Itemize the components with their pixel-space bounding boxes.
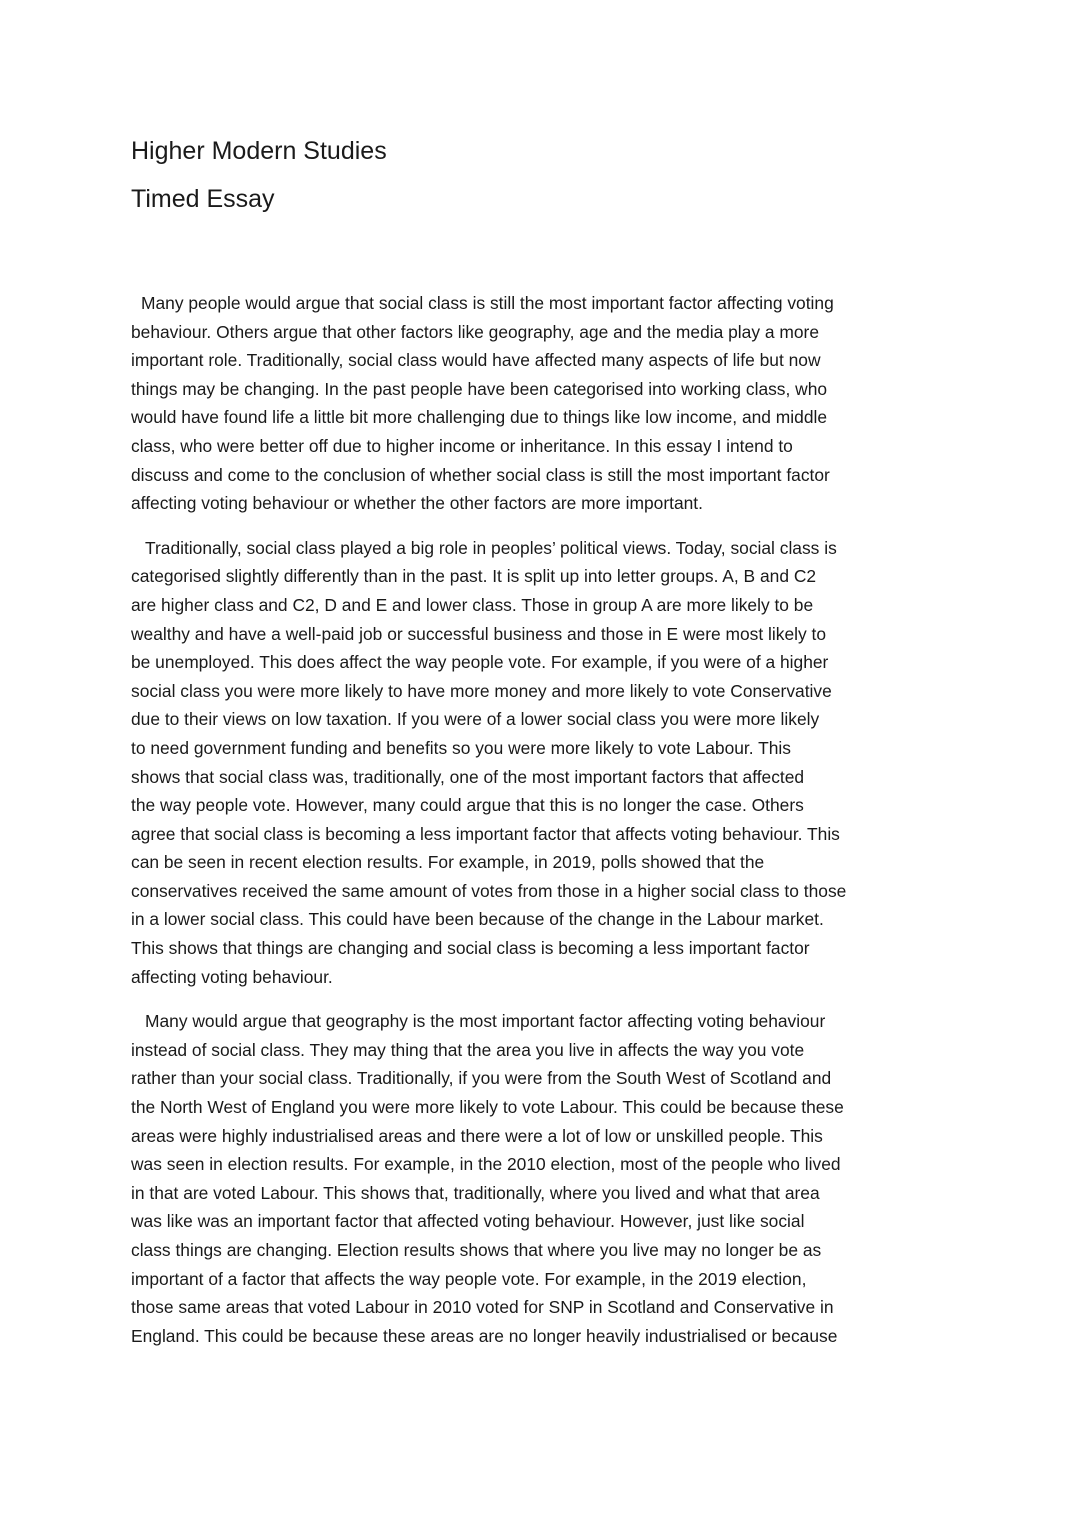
essay-line: would have found life a little bit more challenging due to things like low income, and middle [131, 407, 828, 428]
essay-line: be unemployed. This does affect the way people vote. For example, if you were of a higher [131, 652, 829, 673]
essay-paragraph-introduction [131, 289, 961, 518]
essay-line: affecting voting behaviour or whether the other factors are more important. [131, 493, 703, 514]
essay-line: conservatives received the same amount of votes from those in a higher social class to those [131, 880, 847, 901]
essay-line: agree that social class is becoming a less important factor that affects voting behaviour. This [131, 823, 840, 844]
essay-line: Many would argue that geography is the most important factor affecting voting behaviour [145, 1011, 826, 1032]
essay-line: was like was an important factor that affected voting behaviour. However, just like social [131, 1211, 805, 1232]
essay-paragraph-geography [131, 1007, 961, 1350]
essay-line: class things are changing. Election results shows that where you live may no longer be as [131, 1240, 822, 1260]
essay-line: the North West of England you were more likely to vote Labour. This could be because these [131, 1097, 844, 1118]
essay-paragraph-social-class [131, 534, 961, 992]
essay-line: wealthy and have a well-paid job or successful business and those in E were most likely to [131, 623, 827, 644]
essay-line: class, who were better off due to higher income or inheritance. In this essay I intend to [131, 435, 793, 456]
document-subtitle: Timed Essay [131, 185, 275, 213]
essay-line: was seen in election results. For example, in the 2010 election, most of the people who lived [131, 1154, 841, 1175]
essay-line: England. This could be because these areas are no longer heavily industrialised or because [131, 1325, 838, 1346]
essay-line: important of a factor that affects the way people vote. For example, in the 2019 election, [131, 1268, 807, 1289]
essay-line: important role. Traditionally, social class would have affected many aspects of life but now [131, 350, 821, 371]
essay-line: due to their views on low taxation. If you were of a lower social class you were more likely [131, 709, 820, 730]
essay-line: the way people vote. However, many could argue that this is no longer the case. Others [131, 795, 804, 816]
essay-line: rather than your social class. Traditionally, if you were from the South West of Scotland and [131, 1068, 832, 1089]
essay-line: to need government funding and benefits so you were more likely to vote Labour. This [131, 737, 791, 758]
essay-line: instead of social class. They may thing that the area you live in affects the way you vote [131, 1039, 805, 1060]
essay-line: Many people would argue that social class is still the most important factor affecting voting [141, 293, 834, 313]
essay-line: discuss and come to the conclusion of whether social class is still the most important factor [131, 464, 830, 485]
document-title: Higher Modern Studies [131, 137, 387, 165]
essay-body [131, 289, 961, 1366]
essay-line: are higher class and C2, D and E and lower class. Those in group A are more likely to be [131, 594, 814, 615]
essay-line: can be seen in recent election results. For example, in 2019, polls showed that the [131, 852, 765, 873]
essay-line: in that are voted Labour. This shows that, traditionally, where you lived and what that area [131, 1182, 820, 1203]
essay-line: things may be changing. In the past people have been categorised into working class, who [131, 378, 828, 399]
essay-line: social class you were more likely to have more money and more likely to vote Conservative [131, 680, 832, 701]
essay-line: This shows that things are changing and social class is becoming a less important factor [131, 938, 810, 959]
essay-line: shows that social class was, traditionally, one of the most important factors that affected [131, 766, 805, 787]
essay-line: affecting voting behaviour. [131, 966, 333, 987]
essay-line: areas were highly industrialised areas and there were a lot of low or unskilled people. This [131, 1125, 823, 1146]
heading-block [131, 131, 387, 219]
essay-line: behaviour. Others argue that other factors like geography, age and the media play a more [131, 321, 819, 342]
essay-line: categorised slightly differently than in the past. It is split up into letter groups. A, B and C2 [131, 566, 817, 587]
essay-line: Traditionally, social class played a big role in peoples’ political views. Today, social class is [145, 537, 837, 558]
essay-line: in a lower social class. This could have been because of the change in the Labour market. [131, 909, 824, 930]
essay-line: those same areas that voted Labour in 2010 voted for SNP in Scotland and Conservative in [131, 1297, 834, 1318]
